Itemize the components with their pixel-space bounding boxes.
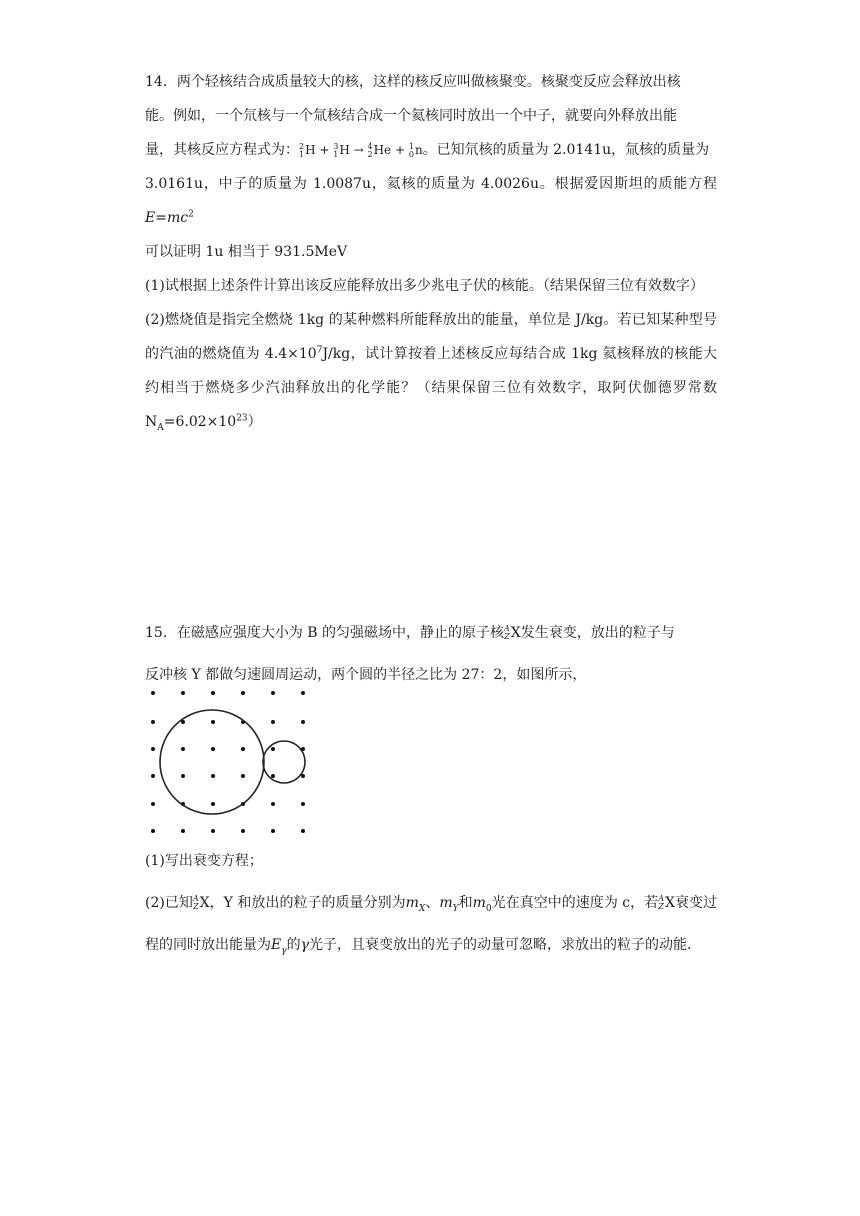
q15-part1: (1)写出衰变方程； — [145, 853, 263, 869]
q14-line1: 14．两个轻核结合成质量较大的核，这样的核反应叫做核聚变。核聚变反应会释放出核 — [145, 74, 681, 90]
small-orbit-circle — [263, 741, 305, 783]
magnetic-field-figure — [145, 685, 320, 840]
q15-part2: (2)已知 A Z X，Y 和放出的粒子的质量分别为$m_X$、$m_Y$和$m_0$光在真空中的速度为 c，若 A Z X衰变过程的同时放出能量为$E_\gamma$的γ光子，且衰变放出的光子的动量可忽略，求放出的粒子的动能． — [145, 894, 718, 956]
q15-line1: 15．在磁感应强度大小为 B 的匀强磁场中，静止的原子核 A Z X发生衰变，放出的粒子与 — [145, 624, 675, 641]
q14-part2: (2)燃烧值是指完全燃烧 1kg 的某种燃料所能释放出的能量，单位是 J/kg。若已知某种型号的汽油的燃烧值为 $4.4\times 10^7J/kg$，试计算按着上述核反应每结合成 1kg 氦核释放的核能大约相当于燃烧多少汽油释放出的化学能？（结果保留三位有效数字，取阿伏伽德罗常数 $N_A=6.02\times 10^{23}$） — [145, 312, 717, 433]
fusion-equation: 2 1 H + 3 1 H → 4 2 He + 1 0 n — [299, 141, 423, 159]
question-15-parts — [145, 840, 717, 966]
q14-line3-text: 量，其核反应方程式为： — [145, 142, 299, 158]
deuteron-numbers: 2 1 — [299, 141, 305, 159]
large-orbit-circle — [160, 710, 264, 814]
q14-part1: (1)试根据上述条件计算出该反应能释放出多少兆电子伏的核能。（结果保留三位有效数字） — [145, 278, 704, 294]
nucleus-x-numbers: A Z — [504, 624, 510, 641]
q14-line2: 能。例如，一个氘核与一个氚核结合成一个氦核同时放出一个中子，就要向外释放出能 — [145, 108, 677, 124]
q14-line4: 3.0161u，中子的质量为 1.0087u，氦核的质量为 4.0026u。根据爱因斯坦的质能方程 $E=mc^2$ — [145, 176, 717, 226]
helium-numbers: 4 2 — [367, 141, 373, 159]
q14-line3-post: 。已知氘核的质量为 2.0141u，氚核的质量为 — [422, 142, 710, 158]
q14-line5: 可以证明 1u 相当于 931.5MeV — [145, 244, 348, 260]
q15-line2: 反冲核 Y 都做匀速圆周运动，两个圆的半径之比为 27：2，如图所示， — [145, 667, 587, 683]
q14-line3 — [145, 133, 717, 167]
neutron-numbers: 1 0 — [408, 141, 414, 159]
question-15 — [145, 612, 717, 696]
triton-numbers: 3 1 — [333, 141, 339, 159]
nucleus-x-numbers-2: A Z — [192, 894, 199, 911]
nucleus-x-numbers-3: A Z — [658, 894, 664, 911]
mass-energy-equation: E=mc — [145, 210, 189, 226]
question-14 — [145, 65, 717, 439]
